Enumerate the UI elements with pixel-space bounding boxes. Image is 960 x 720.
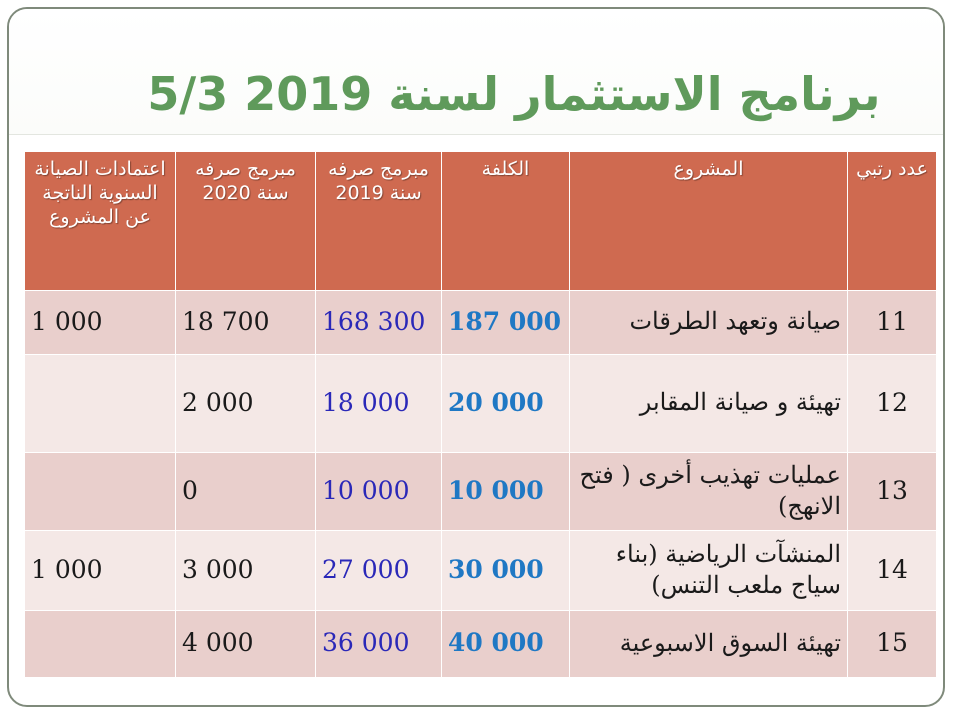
title-band [9, 9, 943, 135]
investment-table [24, 152, 937, 678]
row-number: 11 [848, 290, 937, 354]
row-number: 14 [848, 530, 937, 610]
row-project: صيانة وتعهد الطرقات [570, 290, 848, 354]
row-project: المنشآت الرياضية (بناء سياج ملعب التنس) [570, 530, 848, 610]
investment-table-container [24, 152, 936, 677]
row-project: تهيئة و صيانة المقابر [570, 354, 848, 452]
row-maintenance [25, 610, 176, 677]
row-cost: 187 000 [442, 290, 570, 354]
row-maintenance: 1 000 [25, 290, 176, 354]
header-number: عدد رتبي [848, 152, 937, 290]
row-number: 12 [848, 354, 937, 452]
row-cost: 30 000 [442, 530, 570, 610]
row-number: 15 [848, 610, 937, 677]
row-cost: 20 000 [442, 354, 570, 452]
row-programmed-2020: 4 000 [176, 610, 316, 677]
header-maintenance: اعتمادات الصيانة السنوية الناتجة عن المشروع [25, 152, 176, 290]
header-programmed-2020: مبرمج صرفه سنة 2020 [176, 152, 316, 290]
table-row [25, 452, 937, 530]
table-header-row [25, 152, 937, 290]
page-title: برنامج الاستثمار لسنة 2019 5/3 [147, 67, 881, 121]
row-programmed-2019: 18 000 [316, 354, 442, 452]
row-number: 13 [848, 452, 937, 530]
row-programmed-2019: 10 000 [316, 452, 442, 530]
header-project: المشروع [570, 152, 848, 290]
table-row [25, 610, 937, 677]
row-project: عمليات تهذيب أخرى ( فتح الانهج) [570, 452, 848, 530]
header-programmed-2019: مبرمج صرفه سنة 2019 [316, 152, 442, 290]
row-programmed-2020: 3 000 [176, 530, 316, 610]
row-programmed-2019: 36 000 [316, 610, 442, 677]
table-row [25, 354, 937, 452]
row-project: تهيئة السوق الاسبوعية [570, 610, 848, 677]
table-row [25, 530, 937, 610]
row-maintenance: 1 000 [25, 530, 176, 610]
row-programmed-2020: 0 [176, 452, 316, 530]
header-cost: الكلفة [442, 152, 570, 290]
table-row [25, 290, 937, 354]
row-maintenance [25, 452, 176, 530]
row-programmed-2019: 168 300 [316, 290, 442, 354]
row-cost: 40 000 [442, 610, 570, 677]
row-cost: 10 000 [442, 452, 570, 530]
row-maintenance [25, 354, 176, 452]
row-programmed-2020: 18 700 [176, 290, 316, 354]
row-programmed-2019: 27 000 [316, 530, 442, 610]
row-programmed-2020: 2 000 [176, 354, 316, 452]
